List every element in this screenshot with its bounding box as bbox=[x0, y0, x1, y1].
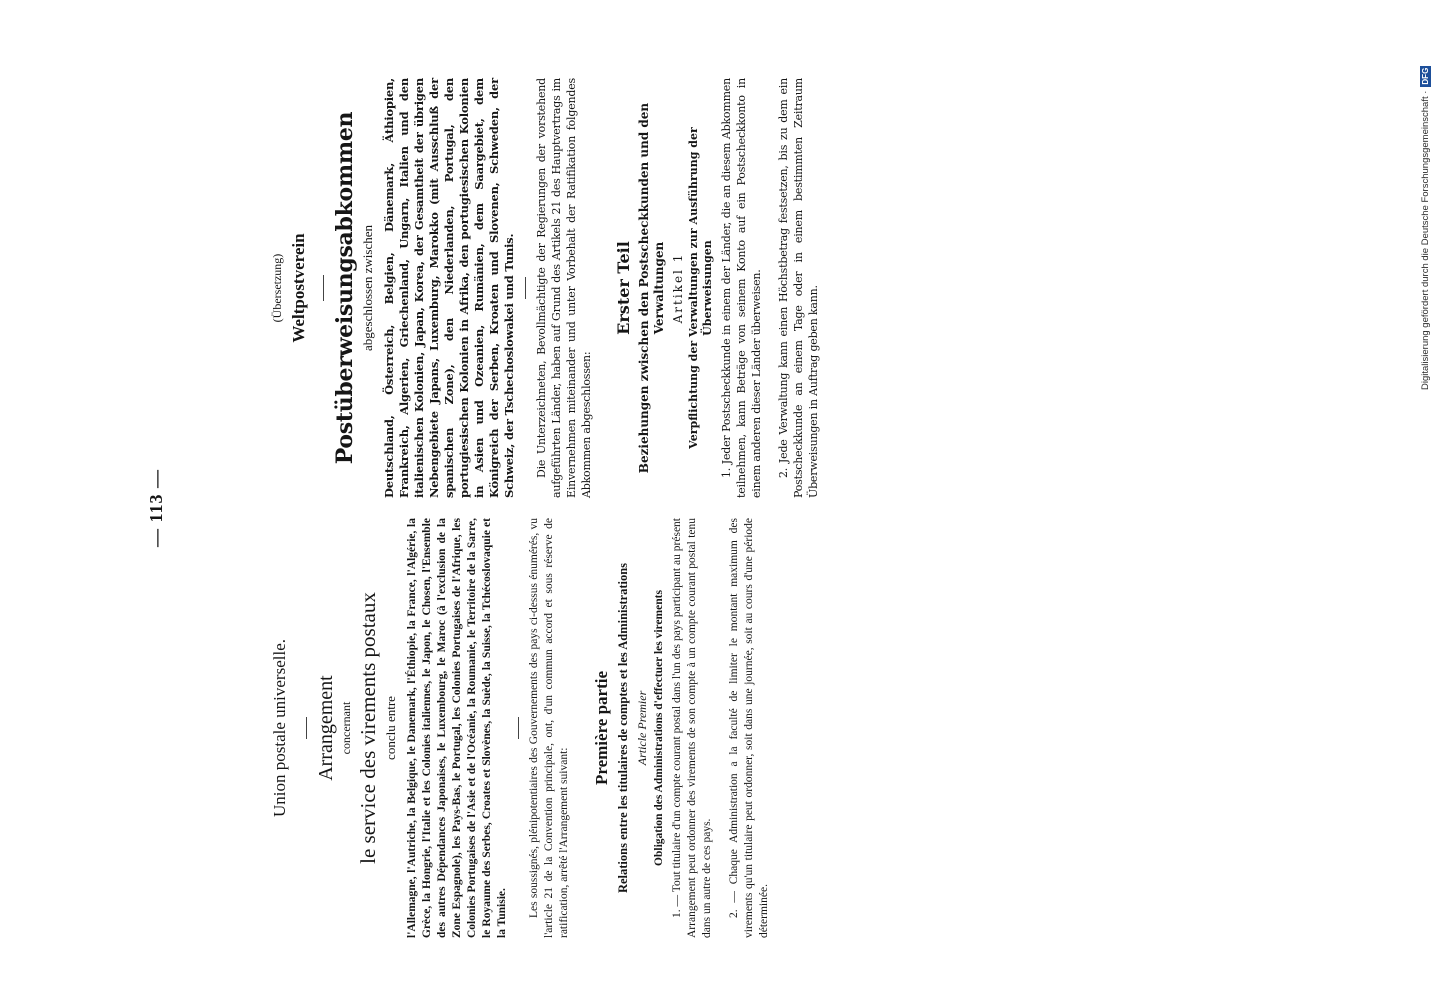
german-article-title: Verpflichtung der Verwaltungen zur Ausführung der Überweisungen bbox=[687, 127, 714, 449]
french-article-heading: Article Premier bbox=[635, 690, 649, 766]
divider bbox=[525, 277, 526, 299]
german-paragraph-2: 2. Jede Verwaltung kann einen Höchstbetrag festsetzen, bis zu dem ein Postscheckkunde an einem Tage oder in einem bestimmten Zeitraum Überweisungen in Auftrag geben kann. bbox=[777, 78, 820, 498]
french-column bbox=[270, 518, 772, 938]
german-parties: Deutschland, Österreich, Belgien, Dänemark, Äthiopien, Frankreich, Algerien, Griechenland, Ungarn, Italien und den italienischen Kolonien, Japan, Korea, der Gesamtheit der übrigen Nebengebiete Japans, Luxemburg, Marokko (mit Ausschluß der spanischen Zone), den Niederlanden, Portugal, den portugiesischen Kolonien in Afrika, den portugiesischen Kolonien in Asien und Ozeanien, Rumänien, dem Saargebiet, dem Königreich der Serben, Kroaten und Slovenen, Schweden, der Schweiz, der Tschechoslowakei und Tunis. bbox=[382, 78, 516, 498]
french-title: Arrangement bbox=[315, 675, 337, 781]
french-article-title: Obligation des Administrations d'effectuer les virements bbox=[653, 590, 665, 866]
german-part-subheading: Beziehungen zwischen den Postscheckkunden und den Verwaltungen bbox=[637, 102, 666, 474]
dfg-logo: DFG bbox=[1421, 67, 1430, 85]
divider bbox=[323, 275, 324, 301]
divider bbox=[518, 717, 519, 739]
german-title: Postüberweisungsabkommen bbox=[332, 111, 358, 465]
german-translation-note: (Übersetzung) bbox=[270, 253, 284, 323]
german-part-heading: Erster Teil bbox=[614, 241, 633, 335]
page-number: — 113 — bbox=[146, 469, 166, 548]
french-concluded: conclu entre bbox=[383, 696, 398, 760]
french-title-connector: concernant bbox=[339, 701, 353, 755]
french-header: Union postale universelle. bbox=[270, 639, 289, 817]
digitization-credit bbox=[1420, 10, 1434, 390]
french-preamble: Les soussignés, plénipotentiaires des Gouvernements des pays ci-dessus énumérés, vu l'article 21 de la Convention principale, ont, d'un commun accord et sous réserve de ratification, arrêté l'Arrangement suivant: bbox=[528, 518, 570, 938]
credit-text: Digitalisierung gefördert durch die Deutsche Forschungsgemeinschaft · bbox=[1420, 90, 1431, 390]
german-preamble: Die Unterzeichneten, Bevollmächtigte der Regierungen der vorstehend aufgeführten Länder, haben auf Grund des Artikels 21 des Hauptvertrags im Einvernehmen miteinander und unter Vorbehalt der Ratifikation folgendes Abkommen abgeschlossen: bbox=[535, 78, 593, 498]
german-column bbox=[270, 78, 821, 498]
french-paragraph-1: 1. — Tout titulaire d'un compte courant postal dans l'un des pays participant au présent Arrangement peut ordonner des virements de son compte à un compte courant postal tenu dans un autre de ces pays. bbox=[671, 518, 713, 938]
french-parties: l'Allemagne, l'Autriche, la Belgique, le Danemark, l'Éthiopie, la France, l'Algérie, la Grèce, la Hongrie, l'Italie et les Colonies italiennes, le Japon, le Chosen, l'Ensemble des autres Dépendances Japonaises, le Luxembourg, le Maroc (à l'exclusion de la Zone Espagnole), les Pays-Bas, le Portugal, les Colonies Portugaises de l'Afrique, les Colonies Portugaises de l'Asie et de l'Océanie, la Roumanie, le Territoire de la Sarre, le Royaume des Serbes, Croates et Slovènes, la Suède, la Suisse, la Tchécoslovaquie et la Tunisie. bbox=[406, 518, 508, 938]
french-title-subject: le service des virements postaux bbox=[356, 592, 380, 864]
german-article-heading: Artikel 1 bbox=[671, 252, 685, 324]
french-paragraph-2: 2. — Chaque Administration a la faculté de limiter le montant maximum des virements qu'un titulaire peut ordonner, soit dans une journée, soit au cours d'une période déterminée. bbox=[728, 518, 770, 938]
french-part-subheading: Relations entre les titulaires de comptes et les Administrations bbox=[616, 562, 630, 894]
german-concluded: abgeschlossen zwischen bbox=[360, 225, 375, 351]
divider bbox=[306, 717, 307, 739]
german-paragraph-1: 1. Jeder Postscheckkunde in einem der Länder, die an diesem Abkommen teilnehmen, kann Beträge von seinem Konto auf ein Postscheckkonto in einem anderen dieser Länder überweisen. bbox=[720, 78, 763, 498]
scanned-page bbox=[120, 78, 1120, 938]
french-part-heading: Première partie bbox=[592, 670, 611, 786]
german-header: Weltpostverein bbox=[289, 233, 308, 343]
